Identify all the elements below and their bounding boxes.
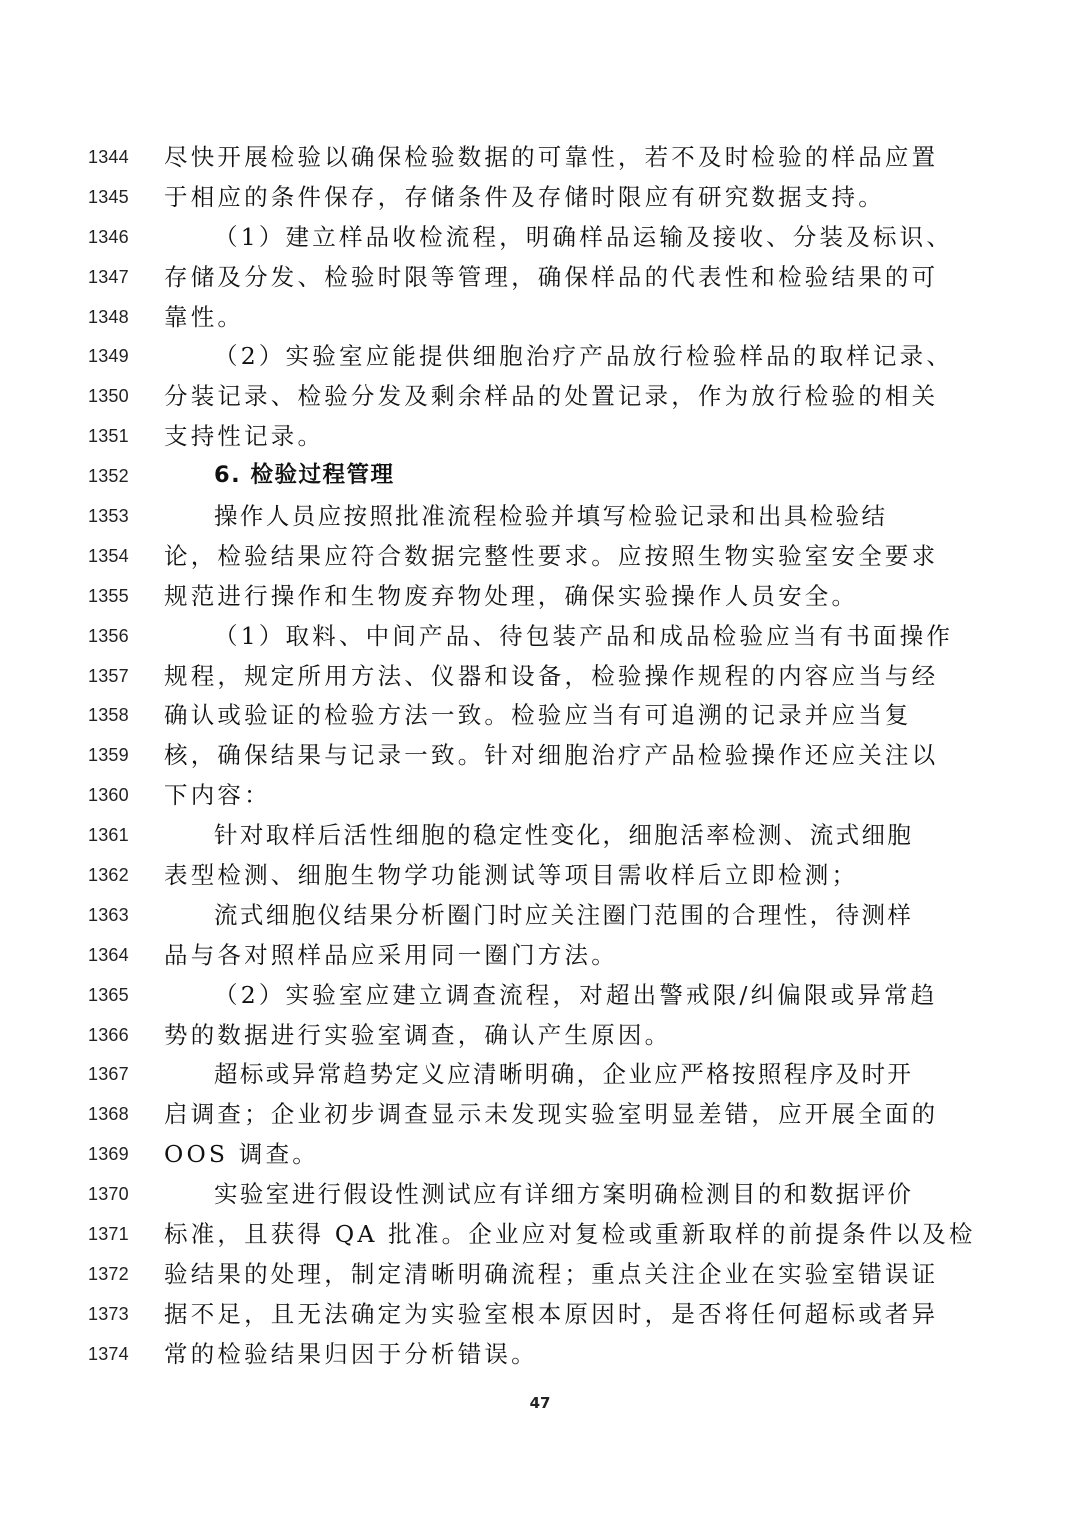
- text-line: [0, 774, 1080, 814]
- text-line: [0, 256, 1080, 296]
- line-number: 1355: [88, 585, 129, 606]
- line-number: 1345: [88, 186, 129, 207]
- line-number: 1350: [88, 386, 129, 407]
- text-line: [0, 1093, 1080, 1133]
- line-number: 1351: [88, 426, 129, 447]
- line-number: 1368: [88, 1104, 129, 1125]
- line-text: 势的数据进行实验室调查，确认产生原因。: [164, 1020, 672, 1049]
- line-text: 分装记录、检验分发及剩余样品的处置记录，作为放行检验的相关: [164, 382, 939, 411]
- line-text: 确认或验证的检验方法一致。检验应当有可追溯的记录并应当复: [164, 701, 912, 730]
- text-line: [0, 136, 1080, 176]
- section-heading-line: [0, 455, 1080, 495]
- line-text: 尽快开展检验以确保检验数据的可靠性，若不及时检验的样品应置: [164, 143, 939, 171]
- text-line: [0, 655, 1080, 695]
- line-number: 1361: [88, 825, 129, 846]
- line-text: 针对取样后活性细胞的稳定性变化，细胞活率检测、流式细胞: [214, 821, 914, 850]
- line-text: 实验室进行假设性测试应有详细方案明确检测目的和数据评价: [214, 1180, 914, 1209]
- line-text: 靠性。: [164, 302, 245, 331]
- text-line: [0, 535, 1080, 575]
- line-number: 1365: [88, 984, 129, 1005]
- text-line: [0, 734, 1080, 774]
- line-text: 支持性记录。: [164, 422, 325, 451]
- line-number: 1359: [88, 745, 129, 766]
- line-number: 1366: [88, 1024, 129, 1045]
- text-line: [0, 296, 1080, 336]
- text-line: [0, 694, 1080, 734]
- line-text: 论，检验结果应符合数据完整性要求。应按照生物实验室安全要求: [164, 541, 939, 570]
- line-number: 1360: [88, 785, 129, 806]
- line-text: 核，确保结果与记录一致。针对细胞治疗产品检验操作还应关注以: [164, 741, 939, 770]
- line-number: 1369: [88, 1144, 129, 1165]
- line-text: 流式细胞仪结果分析圈门时应关注圈门范围的合理性，待测样: [214, 900, 914, 929]
- text-line: [0, 1213, 1080, 1253]
- line-text: 品与各对照样品应采用同一圈门方法。: [164, 940, 618, 969]
- line-text: 标准，且获得 QA 批准。企业应对复检或重新取样的前提条件以及检: [164, 1220, 976, 1249]
- line-text: 表型检测、细胞生物学功能测试等项目需收样后立即检测；: [164, 861, 859, 890]
- line-text: （1）取料、中间产品、待包装产品和成品检验应当有书面操作: [214, 621, 954, 650]
- line-number: 1362: [88, 865, 129, 886]
- line-text: 于相应的条件保存，存储条件及存储时限应有研究数据支持。: [164, 182, 885, 211]
- text-line: [0, 1133, 1080, 1173]
- text-line: [0, 894, 1080, 934]
- text-line: [0, 375, 1080, 415]
- text-line: [0, 974, 1080, 1014]
- line-number: 1357: [88, 665, 129, 686]
- line-text: 据不足，且无法确定为实验室根本原因时，是否将任何超标或者异: [164, 1299, 939, 1328]
- section-heading: 6. 检验过程管理: [214, 462, 395, 489]
- line-number: 1348: [88, 306, 129, 327]
- line-number: 1364: [88, 944, 129, 965]
- line-text: 操作人员应按照批准流程检验并填写检验记录和出具检验结: [214, 502, 888, 531]
- text-line: [0, 335, 1080, 375]
- text-line: [0, 854, 1080, 894]
- text-line: [0, 1014, 1080, 1054]
- text-line: [0, 415, 1080, 455]
- line-number: 1374: [88, 1343, 129, 1364]
- text-line: [0, 1333, 1080, 1373]
- text-line: [0, 1053, 1080, 1093]
- text-line: [0, 1253, 1080, 1293]
- text-line: [0, 814, 1080, 854]
- line-number: 1353: [88, 506, 129, 527]
- line-text: （2）实验室应建立调查流程，对超出警戒限/纠偏限或异常趋: [214, 980, 938, 1009]
- line-text: 超标或异常趋势定义应清晰明确，企业应严格按照程序及时开: [214, 1060, 914, 1089]
- line-number: 1373: [88, 1303, 129, 1324]
- line-number: 1344: [88, 147, 129, 167]
- text-line: [0, 934, 1080, 974]
- text-line: [0, 1173, 1080, 1213]
- text-line: [0, 495, 1080, 535]
- text-line: [0, 176, 1080, 216]
- line-text: 下内容：: [164, 781, 271, 810]
- text-body: [0, 136, 1080, 1373]
- line-number: 1354: [88, 545, 129, 566]
- line-text: 启调查；企业初步调查显示未发现实验室明显差错，应开展全面的: [164, 1100, 939, 1129]
- line-number: 1356: [88, 625, 129, 646]
- text-line: [0, 575, 1080, 615]
- line-text: 规程，规定所用方法、仪器和设备，检验操作规程的内容应当与经: [164, 661, 939, 690]
- text-line: [0, 1293, 1080, 1333]
- text-line: [0, 615, 1080, 655]
- line-number: 1347: [88, 266, 129, 287]
- line-number: 1358: [88, 705, 129, 726]
- line-text: 存储及分发、检验时限等管理，确保样品的代表性和检验结果的可: [164, 262, 939, 291]
- line-number: 1346: [88, 226, 129, 247]
- line-text: （1）建立样品收检流程，明确样品运输及接收、分装及标识、: [214, 222, 954, 251]
- line-number: 1371: [88, 1224, 129, 1245]
- line-text: （2）实验室应能提供细胞治疗产品放行检验样品的取样记录、: [214, 342, 954, 371]
- line-number: 1370: [88, 1184, 129, 1205]
- text-line: [0, 216, 1080, 256]
- line-number: 1349: [88, 346, 129, 367]
- page-number: 47: [529, 1394, 551, 1412]
- line-text: OOS 调查。: [164, 1140, 320, 1169]
- line-text: 常的检验结果归因于分析错误。: [164, 1339, 538, 1368]
- line-number: 1363: [88, 904, 129, 925]
- line-number: 1372: [88, 1263, 129, 1284]
- line-text: 规范进行操作和生物废弃物处理，确保实验操作人员安全。: [164, 581, 859, 610]
- line-number: 1367: [88, 1064, 129, 1085]
- line-text: 验结果的处理，制定清晰明确流程；重点关注企业在实验室错误证: [164, 1259, 939, 1288]
- line-number: 1352: [88, 466, 129, 487]
